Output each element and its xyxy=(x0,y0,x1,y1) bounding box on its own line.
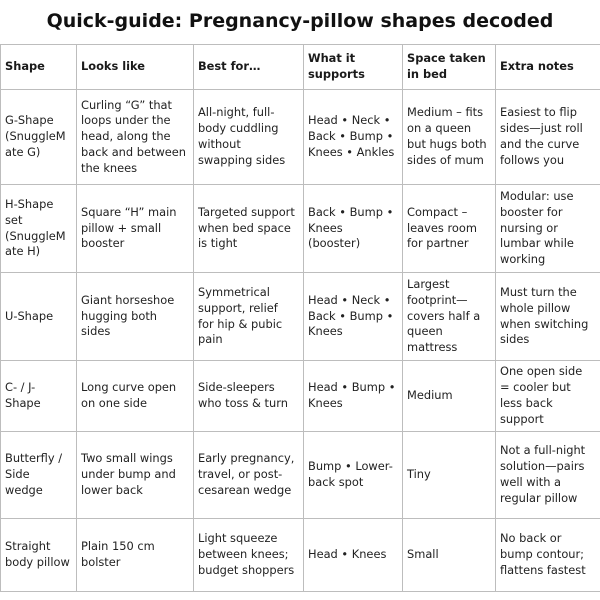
table-row xyxy=(1,273,600,361)
cell-notes: Not a full-night solution—pairs well with a regular pillow xyxy=(496,432,600,519)
cell-space: Compact – leaves room for partner xyxy=(403,185,496,273)
comparison-table xyxy=(0,44,600,592)
table-row xyxy=(1,361,600,432)
cell-notes: No back or bump contour; flattens fastest xyxy=(496,519,600,592)
cell-looks-like: Long curve open on one side xyxy=(77,361,194,432)
cell-supports: Head • Bump • Knees xyxy=(304,361,403,432)
cell-notes: Must turn the whole pillow when switching sides xyxy=(496,273,600,361)
table-row xyxy=(1,185,600,273)
cell-supports: Back • Bump • Knees (booster) xyxy=(304,185,403,273)
cell-space: Medium – fits on a queen but hugs both sides of mum xyxy=(403,90,496,185)
header-space-taken: Space taken in bed xyxy=(403,45,496,90)
cell-space: Largest footprint—covers half a queen mattress xyxy=(403,273,496,361)
cell-best-for: Symmetrical support, relief for hip & pubic pain xyxy=(194,273,304,361)
cell-notes: Modular: use booster for nursing or lumbar while working xyxy=(496,185,600,273)
cell-best-for: Early pregnancy, travel, or post-cesarean wedge xyxy=(194,432,304,519)
header-extra-notes: Extra notes xyxy=(496,45,600,90)
cell-best-for: Side-sleepers who toss & turn xyxy=(194,361,304,432)
cell-shape: Butterfly / Side wedge xyxy=(1,432,77,519)
cell-best-for: Targeted support when bed space is tight xyxy=(194,185,304,273)
cell-looks-like: Giant horseshoe hugging both sides xyxy=(77,273,194,361)
cell-best-for: All-night, full-body cuddling without swapping sides xyxy=(194,90,304,185)
cell-supports: Bump • Lower-back spot xyxy=(304,432,403,519)
cell-supports: Head • Neck • Back • Bump • Knees • Ankles xyxy=(304,90,403,185)
cell-looks-like: Two small wings under bump and lower back xyxy=(77,432,194,519)
page-title: Quick-guide: Pregnancy-pillow shapes decoded xyxy=(46,10,554,32)
table-row xyxy=(1,90,600,185)
cell-supports: Head • Knees xyxy=(304,519,403,592)
cell-looks-like: Curling “G” that loops under the head, along the back and between the knees xyxy=(77,90,194,185)
table-row xyxy=(1,432,600,519)
cell-shape: U-Shape xyxy=(1,273,77,361)
cell-shape: Straight body pillow xyxy=(1,519,77,592)
cell-shape: H-Shape set (SnuggleMate H) xyxy=(1,185,77,273)
cell-supports: Head • Neck • Back • Bump • Knees xyxy=(304,273,403,361)
header-best-for: Best for… xyxy=(194,45,304,90)
header-what-it-supports: What it supports xyxy=(304,45,403,90)
table-header-row xyxy=(1,45,600,90)
header-shape: Shape xyxy=(1,45,77,90)
cell-looks-like: Square “H” main pillow + small booster xyxy=(77,185,194,273)
cell-space: Medium xyxy=(403,361,496,432)
cell-space: Tiny xyxy=(403,432,496,519)
cell-best-for: Light squeeze between knees; budget shoppers xyxy=(194,519,304,592)
cell-space: Small xyxy=(403,519,496,592)
cell-notes: One open side = cooler but less back support xyxy=(496,361,600,432)
cell-shape: C- / J-Shape xyxy=(1,361,77,432)
table-row xyxy=(1,519,600,592)
cell-notes: Easiest to flip sides—just roll and the curve follows you xyxy=(496,90,600,185)
header-looks-like: Looks like xyxy=(77,45,194,90)
cell-looks-like: Plain 150 cm bolster xyxy=(77,519,194,592)
cell-shape: G-Shape (SnuggleMate G) xyxy=(1,90,77,185)
